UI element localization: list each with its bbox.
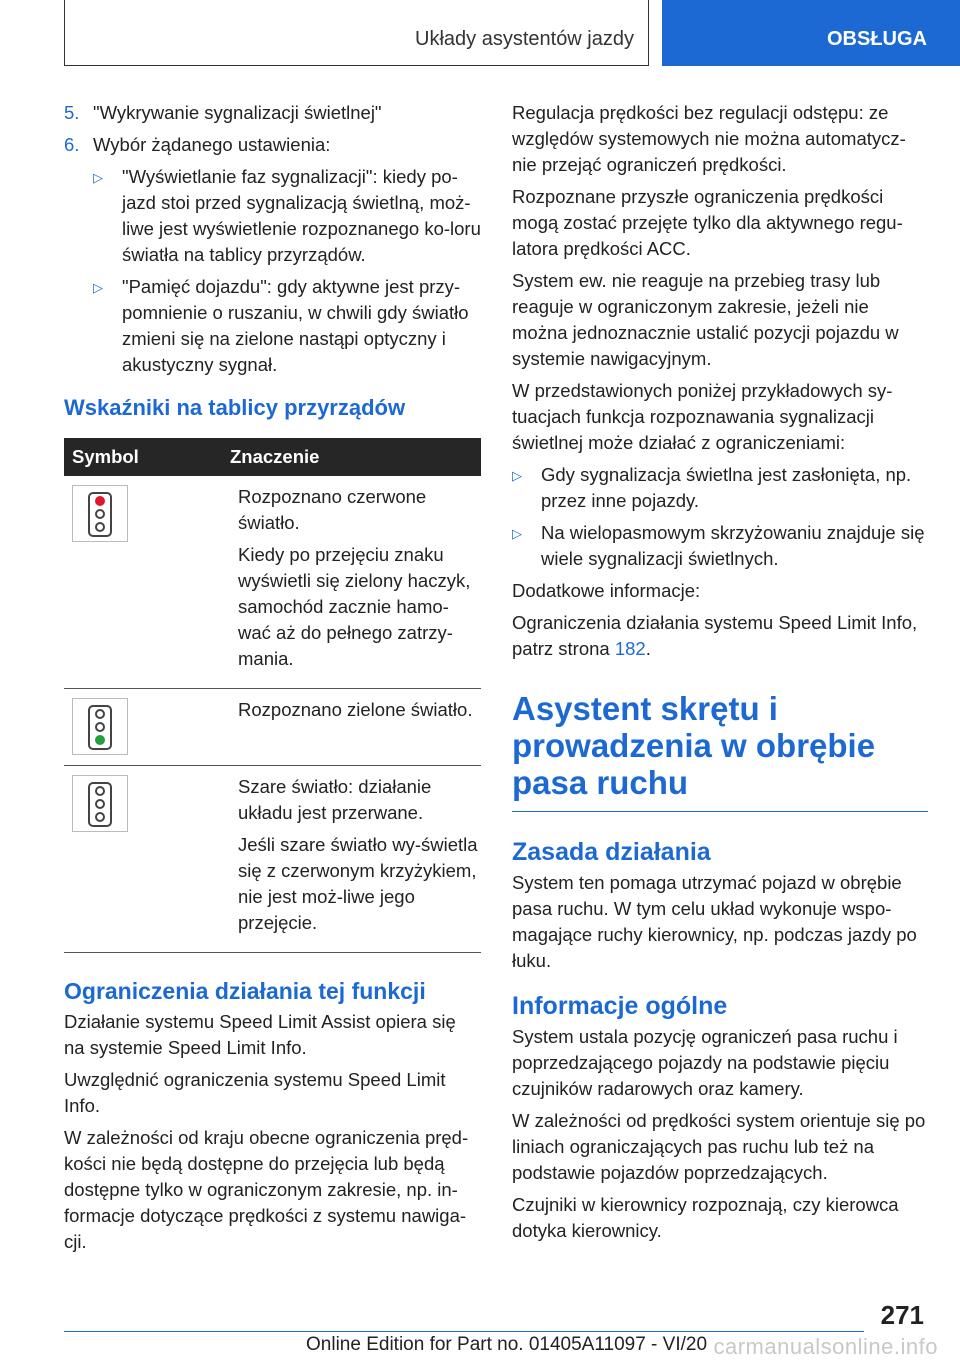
paragraph: System ew. nie reaguje na przebieg trasy lub reaguje w ograniczonym zakresie, jeżeli nie można jednoznacznie ustalić pozycji pojazdu w systemie nawigacyjnym.	[512, 270, 899, 369]
general-heading: Informacje ogólne	[512, 992, 728, 1020]
table-row	[64, 689, 481, 766]
chapter-tab[interactable]	[662, 0, 960, 66]
table-header	[64, 438, 481, 476]
step-number: 5.	[64, 102, 80, 123]
table-row	[64, 476, 481, 689]
step-number: 6.	[64, 134, 80, 155]
list-item	[512, 462, 928, 514]
limits-heading: Ograniczenia działania tej funkcji	[64, 978, 426, 1004]
header-frame	[64, 0, 649, 66]
list-item-text: "Pamięć dojazdu": gdy aktywne jest przy-pomnienie o ruszaniu, w chwili gdy światło zmieni się na zielone nastąpi optyczny i akustyczny sygnał.	[122, 276, 469, 375]
step-item	[64, 100, 481, 126]
indicator-table	[64, 438, 481, 953]
list-item-text: Gdy sygnalizacja świetlna jest zasłonięta, np. przez inne pojazdy.	[541, 464, 912, 511]
paragraph: W zależności od prędkości system orientuje się po liniach ograniczających pas ruchu lub też na podstawie pojazdów poprzedzających.	[512, 1110, 926, 1183]
list-item-text: "Wyświetlanie faz sygnalizacji": kiedy po-jazd stoi przed sygnalizacją świetlną, moż-liwe jest wyświetlenie rozpoznanego ko-loru światła na tablicy przyrządów.	[122, 166, 481, 265]
bullet-icon: ▷	[512, 468, 522, 483]
indicators-heading: Wskaźniki na tablicy przyrządów	[64, 395, 406, 420]
bullet-icon: ▷	[93, 280, 103, 295]
reference-paragraph	[512, 610, 928, 662]
right-column	[512, 100, 928, 1250]
left-column	[64, 100, 481, 1261]
table-cell: Rozpoznano czerwone światło.	[238, 486, 427, 533]
chapter-tab-label: OBSŁUGA	[827, 28, 927, 50]
traffic-light-red-icon	[72, 485, 128, 542]
column-header-meaning: Znaczenie	[230, 446, 320, 467]
paragraph: Rozpoznane przyszłe ograniczenia prędkości mogą zostać przejęte tylko dla aktywnego regu-latora prędkości ACC.	[512, 186, 903, 259]
paragraph: W przedstawionych poniżej przykładowych sy-tuacjach funkcja rozpoznawania sygnalizacji świetlnej może działać z ograniczeniami:	[512, 380, 893, 453]
table-cell: Kiedy po przejęciu znaku wyświetli się zielony haczyk, samochód zacznie hamo-wać aż do pełnego zatrzy-mania.	[238, 544, 471, 669]
paragraph: System ustala pozycję ograniczeń pasa ruchu i poprzedzającego pojazdy na podstawie pięciu czujników radarowych oraz kamery.	[512, 1026, 898, 1099]
main-heading: Asystent skrętu i prowadzenia w obrębie pasa ruchu	[512, 690, 876, 801]
traffic-light-grey-icon	[72, 775, 128, 832]
traffic-light-green-icon	[72, 698, 128, 755]
footer-rule	[64, 1331, 864, 1332]
table-cell: Szare światło: działanie układu jest przerwane.	[238, 776, 432, 823]
list-item	[93, 164, 481, 268]
paragraph: Regulacja prędkości bez regulacji odstępu: ze względów systemowych nie można automatycz-nie przejąć ograniczeń prędkości.	[512, 102, 906, 175]
bullet-icon: ▷	[93, 170, 103, 185]
step-item	[64, 132, 481, 158]
bullet-icon: ▷	[512, 526, 522, 541]
step-text: "Wykrywanie sygnalizacji świetlnej"	[93, 102, 382, 123]
list-item-text: Na wielopasmowym skrzyżowaniu znajduje się wiele sygnalizacji świetlnych.	[541, 522, 925, 569]
reference-text: Ograniczenia działania systemu Speed Limit Info, patrz strona	[512, 612, 918, 659]
column-header-symbol: Symbol	[72, 446, 139, 467]
list-item	[93, 274, 481, 378]
step-text: Wybór żądanego ustawienia:	[93, 134, 331, 155]
page-number: 271	[880, 1300, 924, 1330]
paragraph: Czujniki w kierownicy rozpoznają, czy kierowca dotyka kierownicy.	[512, 1194, 899, 1241]
principle-heading: Zasada działania	[512, 838, 711, 866]
paragraph: Działanie systemu Speed Limit Assist opiera się na systemie Speed Limit Info.	[64, 1011, 456, 1058]
table-row	[64, 766, 481, 953]
table-cell: Rozpoznano zielone światło.	[238, 699, 473, 720]
edition-note: Online Edition for Part no. 01405A11097 - VI/20	[306, 1334, 708, 1355]
paragraph: W zależności od kraju obecne ograniczenia pręd-kości nie będą dostępne do przejęcia lub będą dostępne tylko w ograniczonym zakresie, np. in-formacje dotyczące prędkości z systemu nawiga-cji.	[64, 1127, 469, 1252]
paragraph: Uwzględnić ograniczenia systemu Speed Limit Info.	[64, 1069, 446, 1116]
paragraph: Dodatkowe informacje:	[512, 580, 701, 601]
list-item	[512, 520, 928, 572]
table-cell: Jeśli szare światło wy-świetla się z czerwonym krzyżykiem, nie jest moż-liwe jego przejęcie.	[238, 834, 478, 933]
page-link[interactable]: 182	[614, 638, 646, 659]
section-title: Układy asystentów jazdy	[415, 28, 634, 50]
heading-rule	[512, 811, 928, 812]
reference-end: .	[645, 638, 651, 659]
watermark: carmanualsonline.info	[713, 1334, 938, 1359]
paragraph: System ten pomaga utrzymać pojazd w obrębie pasa ruchu. W tym celu układ wykonuje wspo-magające ruchy kierownicy, np. podczas jazdy po łuku.	[512, 872, 917, 971]
